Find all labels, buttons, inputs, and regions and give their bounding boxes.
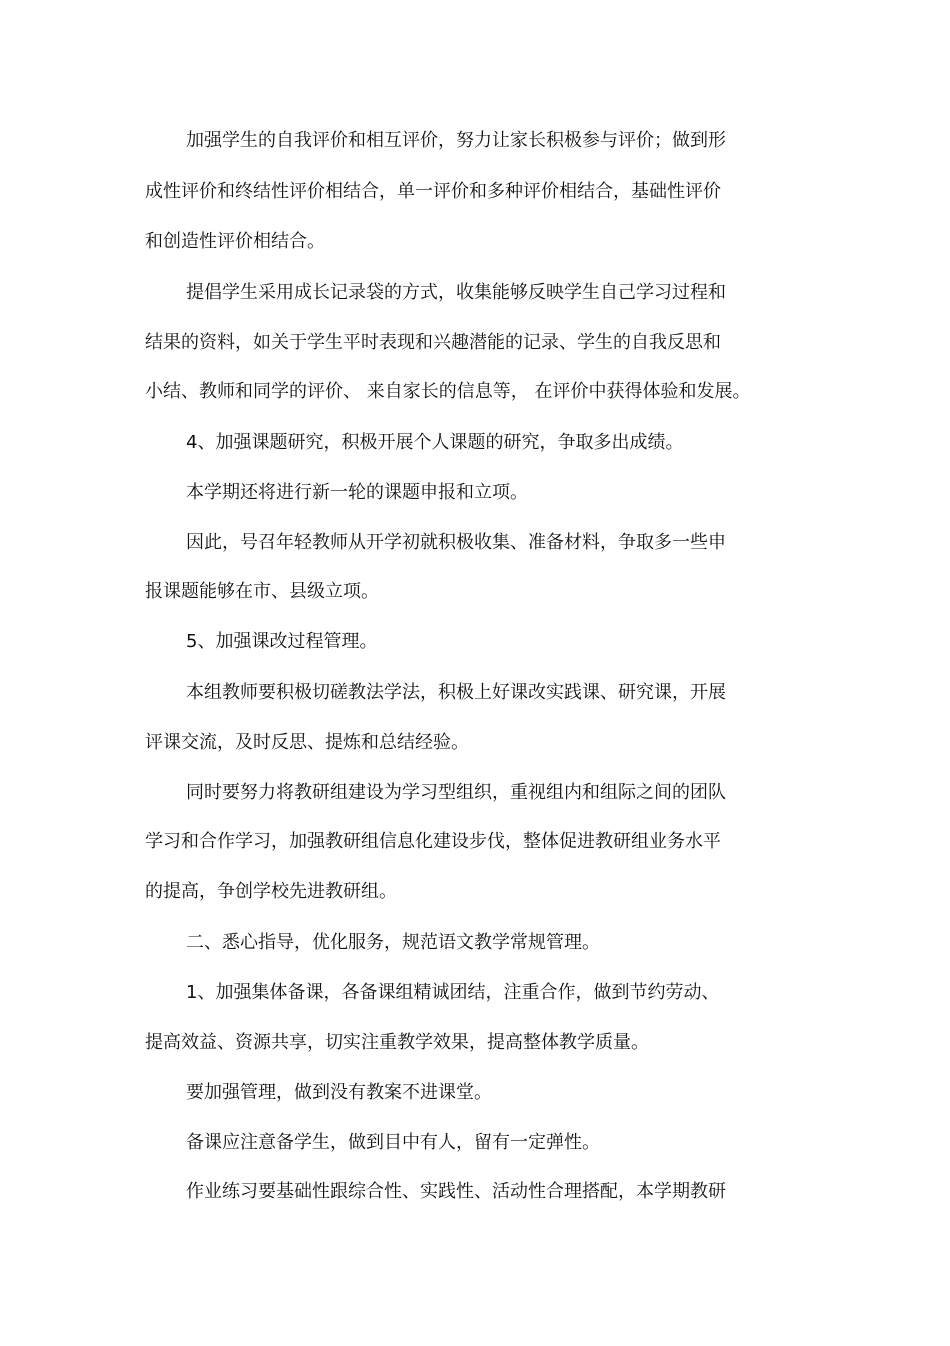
text-line: 和创造性评价相结合。 — [145, 231, 325, 252]
text-line: 作业练习要基础性跟综合性、实践性、活动性合理搭配，本学期教研 — [186, 1181, 726, 1202]
text-line: 二、悉心指导，优化服务，规范语文教学常规管理。 — [186, 932, 600, 953]
text-line: 1、加强集体备课，各备课组精诚团结，注重合作，做到节约劳动、 — [186, 982, 720, 1003]
text-line: 小结、教师和同学的评价、 来自家长的信息等， 在评价中获得体验和发展。 — [145, 381, 751, 402]
text-line: 成性评价和终结性评价相结合，单一评价和多种评价相结合，基础性评价 — [145, 181, 721, 202]
text-line: 提倡学生采用成长记录袋的方式，收集能够反映学生自己学习过程和 — [186, 282, 726, 303]
text-line: 加强学生的自我评价和相互评价，努力让家长积极参与评价；做到形 — [186, 130, 726, 151]
text-line: 4、加强课题研究，积极开展个人课题的研究，争取多出成绩。 — [186, 432, 684, 453]
text-line: 5、加强课改过程管理。 — [186, 631, 378, 652]
text-line: 提高效益、资源共享，切实注重教学效果，提高整体教学质量。 — [145, 1032, 649, 1053]
text-line: 本组教师要积极切磋教法学法，积极上好课改实践课、研究课，开展 — [186, 682, 726, 703]
text-line: 同时要努力将教研组建设为学习型组织，重视组内和组际之间的团队 — [186, 782, 726, 803]
text-line: 备课应注意备学生，做到目中有人，留有一定弹性。 — [186, 1132, 600, 1153]
text-line: 因此，号召年轻教师从开学初就积极收集、准备材料，争取多一些申 — [186, 532, 726, 553]
text-line: 学习和合作学习，加强教研组信息化建设步伐，整体促进教研组业务水平 — [145, 831, 721, 852]
text-line: 本学期还将进行新一轮的课题申报和立项。 — [186, 482, 528, 503]
text-line: 评课交流，及时反思、提炼和总结经验。 — [145, 732, 469, 753]
text-line: 报课题能够在市、县级立项。 — [145, 581, 379, 602]
text-line: 结果的资料，如关于学生平时表现和兴趣潜能的记录、学生的自我反思和 — [145, 332, 721, 353]
text-line: 的提高，争创学校先进教研组。 — [145, 881, 397, 902]
text-line: 要加强管理，做到没有教案不进课堂。 — [186, 1082, 492, 1103]
